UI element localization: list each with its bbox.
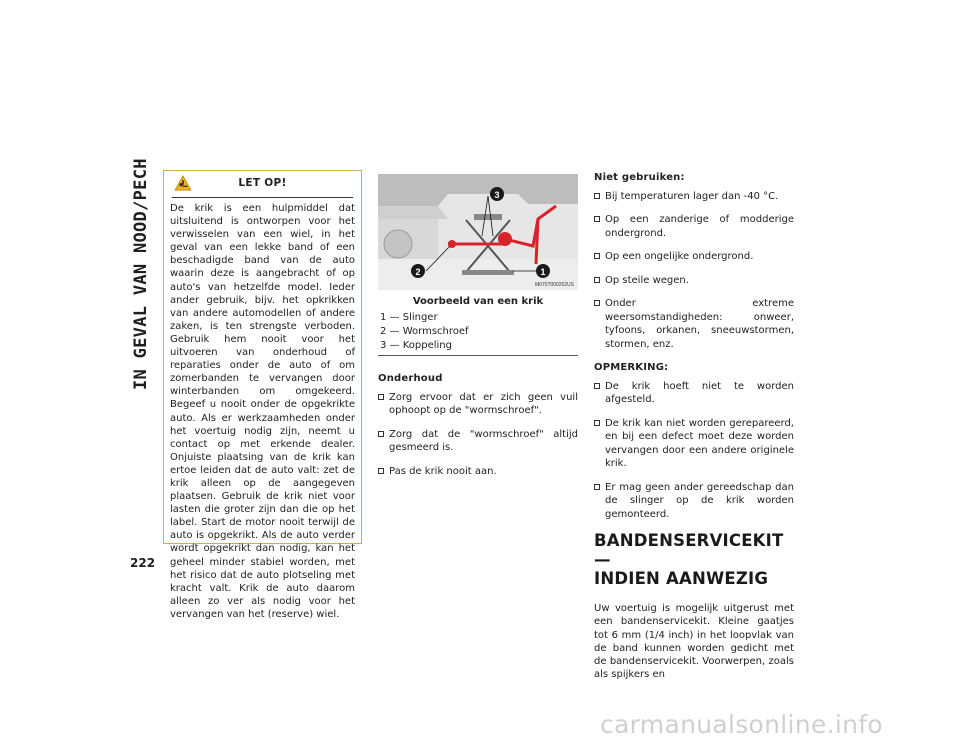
do-not-use-list (594, 190, 794, 352)
legend-item: 3 — Koppeling (380, 340, 452, 351)
figure-caption: Voorbeeld van een krik (412, 296, 544, 307)
right-column (594, 171, 794, 682)
checkbox-bullet-icon (594, 484, 600, 490)
list-item: Pas de krik nooit aan. (378, 465, 578, 479)
checkbox-bullet-icon (594, 383, 600, 389)
maintenance-heading: Onderhoud (378, 373, 443, 384)
list-item: Bij temperaturen lager dan -40 °C. (594, 190, 794, 204)
note-list (594, 380, 794, 522)
legend-item: 2 — Wormschroef (380, 326, 469, 337)
jack-figure (378, 174, 578, 290)
warning-box (163, 170, 362, 620)
checkbox-bullet-icon (594, 193, 600, 199)
list-item: De krik hoeft niet te worden afgesteld. (594, 380, 794, 407)
list-item: Zorg ervoor dat er zich geen vuil ophoopt op de "wormschroef". (378, 391, 578, 418)
checkbox-bullet-icon (378, 394, 384, 400)
tire-kit-paragraph: Uw voertuig is mogelijk uitgerust met een bandenservicekit. Kleine gaatjes tot 6 mm (1/4 inch) in het loopvlak van de band kunnen worden gedicht met de bandenservicekit. Voorwerpen, zoals als spijkers en (594, 603, 794, 681)
checkbox-bullet-icon (378, 468, 384, 474)
figure-code: M0707000252US (535, 282, 574, 288)
note-heading: OPMERKING: (594, 362, 669, 373)
maintenance-list (378, 391, 578, 479)
warning-header (172, 171, 353, 198)
jack-illustration (378, 174, 578, 290)
list-item: De krik kan niet worden gerepareerd, en bij een defect moet deze worden vervangen door een andere originele krik. (594, 417, 794, 471)
callout-3: 3 (494, 190, 500, 200)
warning-title: LET OP! (238, 177, 287, 189)
chapter-tab-label: IN GEVAL VAN NOOD/PECH (131, 158, 151, 390)
checkbox-bullet-icon (594, 277, 600, 283)
checkbox-bullet-icon (594, 253, 600, 259)
maintenance-section (378, 372, 578, 488)
callout-1: 1 (540, 267, 546, 277)
list-item: Zorg dat de "wormschroef" altijd gesmeerd is. (378, 428, 578, 455)
list-item: Op een zanderige of modderige ondergrond. (594, 213, 794, 240)
legend-divider (378, 355, 578, 356)
do-not-use-heading: Niet gebruiken: (594, 172, 685, 183)
list-item: Onder extreme weersomstandigheden: onweer, tyfoons, orkanen, sneeuwstormen, stormen, enz. (594, 297, 794, 351)
watermark: carmanualsonline.info (600, 710, 883, 739)
checkbox-bullet-icon (594, 420, 600, 426)
figure-legend (380, 311, 578, 353)
checkbox-bullet-icon (594, 216, 600, 222)
section-title: BANDENSERVICEKIT — INDIEN AANWEZIG (594, 531, 784, 588)
callout-2: 2 (415, 267, 421, 277)
page-number: 222 (130, 556, 156, 570)
list-item: Op een ongelijke ondergrond. (594, 250, 794, 264)
warning-body: De krik is een hulpmiddel dat uitsluitend is ontworpen voor het verwisselen van een wiel, in het geval van een lekke band of een beschadigde band van de auto waarin deze is aangebracht of op auto's van hetzelfde model. Ieder ander gebruik, bijv. het opkrikken van andere automodellen of andere zaken, is ten strengste verboden. Gebruik hem nooit voor het uitvoeren van onderhoud of reparaties onder de auto of om zomerbanden te vervangen door winterbanden om omgekeerd. Begeef u nooit onder de opgekrikte auto. Als er werkzaamheden onder het voertuig nodig zijn, neemt u contact op met erkende dealer. Onjuiste plaatsing van de krik kan ertoe leiden dat de auto valt: zet de krik alleen op de aangegeven plaatsen. Gebruik de krik niet voor lasten die groter zijn dan die op het label. Start de motor nooit terwijl de auto is opgekrikt. Als de auto verder wordt opgekrikt dan nodig, kan het geheel minder stabiel worden, met het risico dat de auto plotseling met kracht valt. Krik de auto daarom alleen zo ver als nodig voor het vervangen van het (reserve) wiel. (170, 203, 355, 620)
legend-item: 1 — Slinger (380, 312, 438, 323)
list-item: Op steile wegen. (594, 274, 794, 288)
checkbox-bullet-icon (594, 300, 600, 306)
checkbox-bullet-icon (378, 431, 384, 437)
list-item: Er mag geen ander gereedschap dan de slinger op de krik worden gemonteerd. (594, 481, 794, 522)
